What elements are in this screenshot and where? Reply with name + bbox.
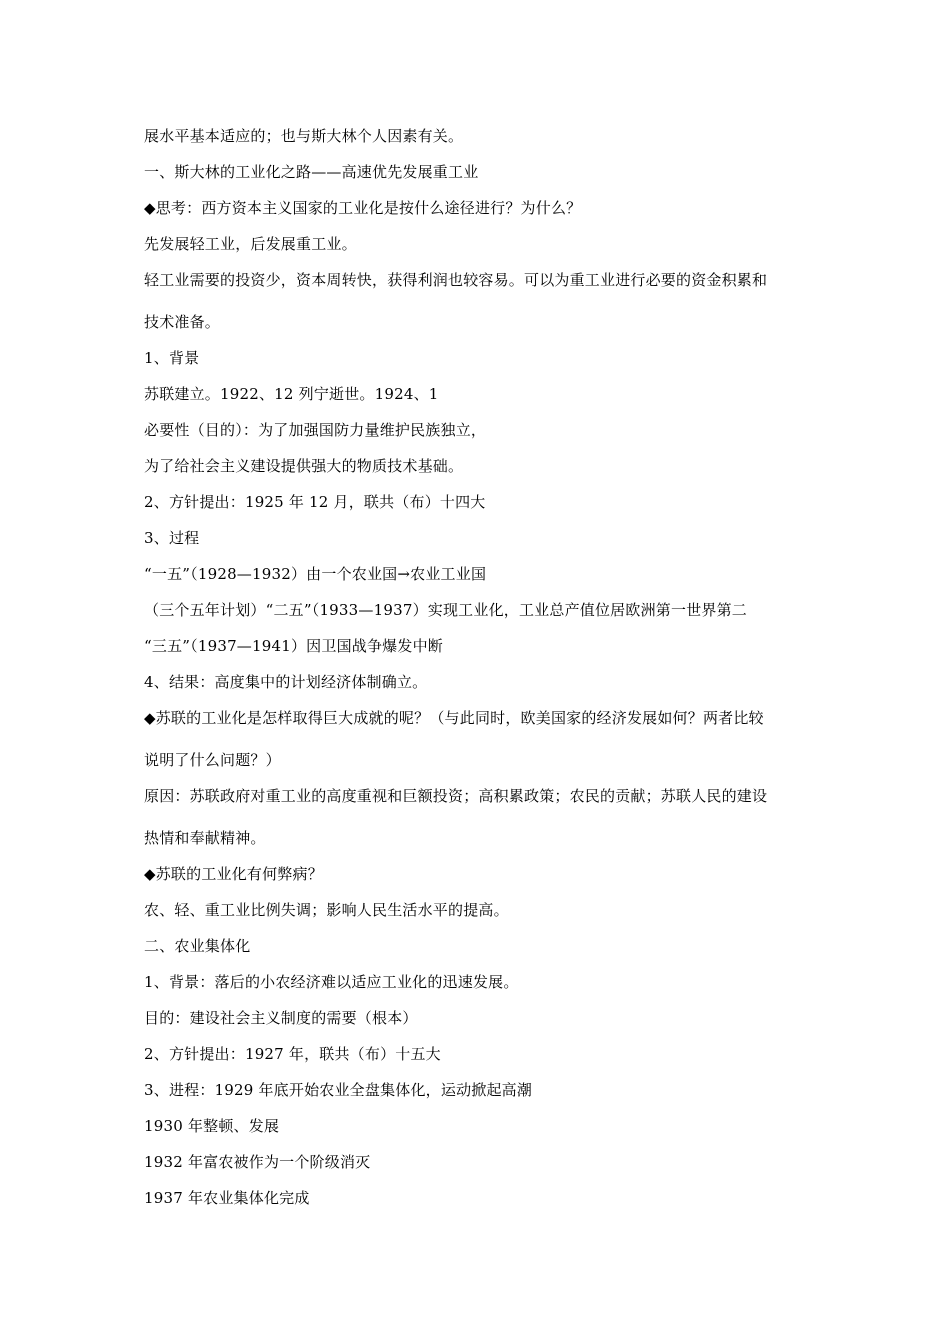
subheading: 1、背景 [144,349,200,367]
question-line: ◆苏联的工业化是怎样取得巨大成就的呢？（与此同时，欧美国家的经济发展如何？两者比较 [144,709,764,727]
question-line: ◆苏联的工业化有何弊病？ [144,865,323,883]
section-heading: 二、农业集体化 [144,937,251,955]
text-line: 1930 年整顿、发展 [144,1117,280,1135]
text-line: 说明了什么问题？） [144,751,281,769]
text-line: 热情和奉献精神。 [144,829,266,847]
text-line: 苏联建立。1922、12 列宁逝世。1924、1 [144,385,439,403]
subheading: 2、方针提出：1925 年 12 月，联共（布）十四大 [144,493,486,511]
text-line: 1937 年农业集体化完成 [144,1189,310,1207]
text-line: 农、轻、重工业比例失调；影响人民生活水平的提高。 [144,901,509,919]
text-line: “三五”（1937—1941）因卫国战争爆发中断 [144,637,443,655]
section-heading: 一、斯大林的工业化之路——高速优先发展重工业 [144,163,479,181]
text-line: 目的：建设社会主义制度的需要（根本） [144,1009,418,1027]
text-line: 轻工业需要的投资少，资本周转快，获得利润也较容易。可以为重工业进行必要的资金积累和 [144,271,768,289]
subheading: 1、背景：落后的小农经济难以适应工业化的迅速发展。 [144,973,519,991]
text-line: 先发展轻工业，后发展重工业。 [144,235,357,253]
subheading: 2、方针提出：1927 年，联共（布）十五大 [144,1045,441,1063]
text-line: 必要性（目的）：为了加强国防力量维护民族独立， [144,421,487,439]
text-line: 1932 年富农被作为一个阶级消灭 [144,1153,371,1171]
subheading: 3、进程：1929 年底开始农业全盘集体化，运动掀起高潮 [144,1081,533,1099]
text-line: “一五”（1928—1932）由一个农业国→农业工业国 [144,565,487,583]
subheading: 4、结果：高度集中的计划经济体制确立。 [144,673,428,691]
text-line: 为了给社会主义建设提供强大的物质技术基础。 [144,457,464,475]
text-line: 原因：苏联政府对重工业的高度重视和巨额投资；高积累政策；农民的贡献；苏联人民的建设 [144,787,768,805]
text-line: 展水平基本适应的；也与斯大林个人因素有关。 [144,127,464,145]
subheading: 3、过程 [144,529,200,547]
question-line: ◆思考：西方资本主义国家的工业化是按什么途径进行？为什么？ [144,199,582,217]
text-line: （三个五年计划）“二五”（1933—1937）实现工业化，工业总产值位居欧洲第一世界第二 [144,601,747,619]
text-line: 技术准备。 [144,313,221,331]
